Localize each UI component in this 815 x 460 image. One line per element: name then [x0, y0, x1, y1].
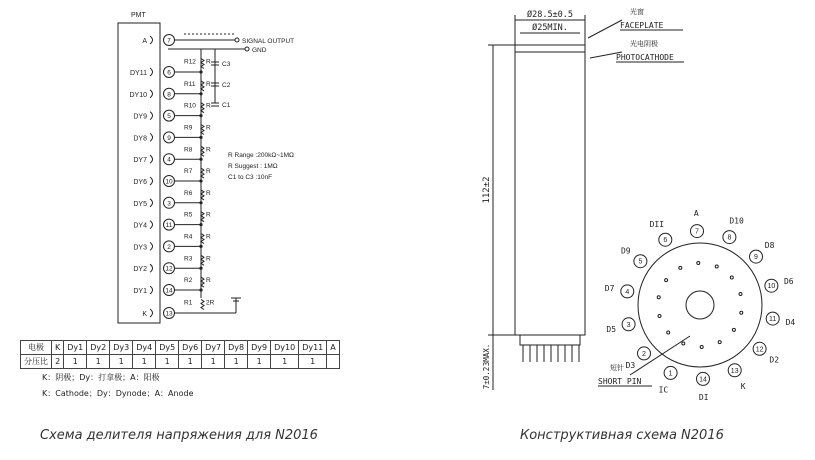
base-pin-number-1: 1	[668, 370, 673, 378]
table-ratio-row	[21, 355, 340, 369]
electrode-symbol-dy11	[150, 286, 153, 294]
inner-hole-13	[718, 341, 721, 344]
resistor-label-r6: R6	[184, 189, 193, 197]
electrode-symbol-dy4	[150, 133, 153, 141]
table-header-cell: Dy10	[271, 341, 299, 355]
pmt-label: PMT	[131, 12, 146, 19]
note-3: C1 to C3 :10nF	[228, 174, 273, 181]
inner-hole-9	[730, 276, 733, 279]
electrode-symbol-dy6	[150, 177, 153, 185]
legend-en: K：Cathode；Dy：Dynode；A：Anode	[42, 389, 194, 398]
faceplate-en: FACEPLATE	[620, 21, 664, 30]
electrode-symbol-dy3	[150, 112, 153, 120]
junction-5	[199, 158, 202, 161]
junction-6	[199, 179, 202, 182]
base-pin-number-9: 9	[754, 254, 758, 262]
inner-hole-4	[657, 296, 660, 299]
base-pin-number-14: 14	[699, 376, 707, 384]
base-center-hole	[686, 291, 714, 319]
table-row-label: 分压比	[21, 355, 52, 369]
dim-length-label: 112±2	[482, 176, 492, 204]
resistor-value-r8: R	[206, 146, 211, 154]
junction-3	[199, 114, 202, 117]
junction-9	[199, 245, 202, 248]
electrode-label-dy11: DY1	[133, 288, 147, 295]
electrode-label-dy6: DY6	[133, 179, 147, 186]
table-ratio-cell: 1	[87, 355, 110, 369]
base-pin-number-5: 5	[638, 258, 643, 266]
pin-number-dy7: 3	[167, 200, 171, 208]
capacitor-label-c3: C3	[222, 61, 231, 68]
resistor-value-r4: R	[206, 233, 211, 241]
construction-drawing	[482, 7, 795, 402]
table-ratio-cell: 2	[52, 355, 64, 369]
table-header-cell: Dy2	[87, 341, 110, 355]
base-pin-number-4: 4	[625, 288, 630, 296]
resistor-label-r9: R9	[184, 124, 193, 132]
table-header-cell: Dy6	[179, 341, 202, 355]
electrode-label-dy10: DY2	[133, 266, 147, 274]
table-header-cell: Dy9	[248, 341, 271, 355]
base-pin-number-6: 6	[663, 237, 668, 245]
base-pin-label-d4: D4	[785, 317, 796, 327]
note-2: R Suggest : 1MΩ	[228, 163, 278, 170]
pin-number-dy5: 4	[167, 156, 171, 164]
resistor-value-r3: R	[206, 255, 211, 263]
electrode-label-dy9: DY3	[133, 244, 147, 252]
resistor-label-r11: R11	[184, 80, 196, 88]
pin-number-dy10: 12	[165, 265, 173, 273]
pin-number-dy8: 11	[165, 222, 173, 230]
table-ratio-cell: 1	[202, 355, 225, 369]
electrode-symbol-dy7	[150, 199, 153, 207]
table-header-cell: Dy1	[64, 341, 87, 355]
resistor-label-r4: R4	[184, 233, 193, 241]
base-pin-label-d5: D5	[606, 325, 617, 334]
left-caption: Схема делителя напряжения для N2016	[40, 428, 318, 443]
table-ratio-cell: 1	[225, 355, 248, 369]
table-header-cell: Dy4	[133, 341, 156, 355]
table-header-cell: Dy11	[299, 341, 327, 355]
inner-hole-7	[697, 262, 700, 265]
pin-number-dy2: 8	[167, 91, 171, 99]
base-pin-label-d9: D9	[620, 246, 631, 256]
resistor-r1	[201, 300, 204, 310]
pin-number-dy11: 14	[165, 287, 173, 295]
resistor-label-r7: R7	[184, 168, 193, 176]
table-header-cell: Dy5	[156, 341, 179, 355]
table-ratio-cell-empty	[327, 355, 339, 369]
junction-4	[199, 136, 202, 139]
base-pin-label-d8: D8	[764, 240, 775, 250]
junction-8	[199, 223, 202, 226]
pin-number-cathode: 13	[165, 310, 173, 318]
resistor-value-r12: R	[206, 58, 211, 66]
base-pin-label-d6: D6	[783, 277, 794, 286]
capacitor-label-c2: C2	[222, 82, 231, 89]
note-1: R Range :200kΩ~1MΩ	[228, 152, 294, 159]
base-pin-number-11: 11	[769, 316, 777, 324]
photocathode-cn: 光电阴极	[630, 41, 658, 48]
base-pin-number-8: 8	[727, 234, 732, 242]
resistor-value-r1: 2R	[206, 299, 215, 307]
base-cap	[520, 335, 580, 345]
inner-hole-5	[665, 279, 668, 282]
electrode-label-dy4: DY8	[133, 135, 147, 143]
ratio-table	[20, 340, 340, 369]
resistor-label-r8: R8	[184, 146, 193, 154]
electrode-label-dy3: DY9	[133, 113, 147, 121]
table-header-cell: A	[327, 341, 339, 355]
pin-number-dy3: 5	[167, 113, 171, 121]
pin-number-dy1: 6	[167, 69, 171, 77]
table-ratio-cell: 1	[248, 355, 271, 369]
base-pin-number-2: 2	[642, 350, 646, 358]
electrode-symbol-dy2	[150, 90, 153, 98]
base-pin-number-3: 3	[626, 321, 631, 329]
base-pin-number-13: 13	[730, 367, 739, 375]
electrode-symbol-dy8	[150, 221, 153, 229]
resistor-label-r10: R10	[184, 102, 196, 110]
inner-hole-14	[700, 346, 703, 349]
short-pin-en: SHORT PIN	[598, 377, 642, 386]
gnd-label: GND	[252, 47, 267, 54]
base-pin-label-dii: DII	[649, 219, 665, 229]
pmt-body	[118, 23, 160, 323]
inner-hole-8	[715, 265, 718, 268]
electrode-label-dy2: DY10	[129, 91, 147, 99]
junction-11	[199, 288, 202, 291]
resistor-label-r2: R2	[184, 277, 193, 285]
pin-number-dy9: 2	[167, 243, 171, 251]
table-ratio-cell: 1	[299, 355, 327, 369]
resistor-value-r7: R	[206, 168, 211, 176]
pin-number-anode: 7	[167, 37, 171, 45]
dim-3max-label: 3MAX.	[482, 343, 491, 367]
resistor-value-r6: R	[206, 189, 211, 197]
base-pin-number-7: 7	[695, 228, 699, 236]
base-pin-label-d7: D7	[604, 284, 615, 294]
electrode-label-dy7: DY5	[133, 200, 147, 208]
pin-number-dy4: 9	[167, 134, 171, 142]
electrode-label-cathode: K	[142, 311, 147, 318]
electrode-label-anode: A	[142, 38, 147, 45]
inner-hole-12	[732, 328, 735, 331]
resistor-value-r11: R	[206, 80, 211, 88]
signal-terminal	[235, 38, 239, 42]
electrode-label-dy1: DY11	[130, 70, 147, 77]
dim-pin-label: 7±0.2	[482, 366, 491, 390]
voltage-divider-schematic	[118, 12, 294, 323]
junction-1	[199, 70, 202, 73]
junction-7	[199, 201, 202, 204]
table-header-cell: K	[52, 341, 64, 355]
right-caption: Конструктивная схема N2016	[520, 428, 724, 443]
table-header-row	[21, 341, 340, 355]
inner-hole-6	[679, 266, 682, 269]
faceplate-cn: 光窗	[630, 9, 644, 16]
table-ratio-cell: 1	[133, 355, 156, 369]
base-pin-label-di: DI	[698, 392, 709, 402]
base-outline	[638, 243, 762, 367]
resistor-label-r1: R1	[184, 299, 193, 307]
legend-cn: K：阴极；Dy：打拿极；A：阳极	[42, 373, 160, 382]
base-pin-label-d10: D10	[729, 216, 744, 226]
inner-hole-2	[667, 331, 670, 334]
base-pin-label-ic: IC	[658, 385, 669, 395]
table-ratio-cell: 1	[64, 355, 87, 369]
capacitor-label-c1: C1	[222, 102, 231, 109]
electrode-label-dy5: DY7	[133, 157, 147, 165]
table-ratio-cell: 1	[179, 355, 202, 369]
base-pin-number-10: 10	[767, 283, 776, 291]
base-pin-label-k: K	[740, 382, 746, 392]
base-pin-number-12: 12	[755, 346, 764, 354]
dim-outer-label: Ø28.5±0.5	[526, 10, 574, 20]
table-header-cell: Dy8	[225, 341, 248, 355]
electrode-symbol-anode	[150, 36, 153, 44]
electrode-symbol-dy10	[150, 264, 153, 272]
signal-output-label: SIGNAL OUTPUT	[242, 38, 295, 45]
inner-hole-11	[740, 311, 743, 314]
pin-number-dy6: 10	[165, 178, 173, 186]
table-header-cell: 电极	[21, 341, 52, 355]
electrode-label-dy8: DY4	[133, 222, 147, 230]
short-pin-cn: 短针	[610, 365, 624, 372]
photocathode-en: PHOTOCATHODE	[616, 53, 674, 62]
table-header-cell: Dy3	[110, 341, 133, 355]
table-ratio-cell: 1	[156, 355, 179, 369]
base-pin-label-d3: D3	[625, 361, 636, 371]
gnd-terminal	[245, 47, 249, 51]
table-ratio-cell: 1	[271, 355, 299, 369]
table-header-cell: Dy7	[202, 341, 225, 355]
tube-body	[515, 45, 585, 335]
resistor-value-r2: R	[206, 277, 211, 285]
junction-2	[199, 92, 202, 95]
inner-hole-3	[658, 315, 661, 318]
resistor-label-r3: R3	[184, 255, 193, 263]
junction-10	[199, 267, 202, 270]
electrode-symbol-cathode	[150, 309, 153, 317]
dim-inner-label: Ø25MIN.	[532, 23, 568, 33]
electrode-symbol-dy1	[150, 68, 153, 76]
table-ratio-cell: 1	[110, 355, 133, 369]
base-pin-label-d2: D2	[769, 355, 780, 365]
faceplate-leader	[588, 20, 622, 38]
resistor-value-r9: R	[206, 124, 211, 132]
inner-hole-10	[739, 293, 742, 296]
resistor-value-r10: R	[206, 102, 211, 110]
resistor-value-r5: R	[206, 211, 211, 219]
electrode-symbol-dy5	[150, 155, 153, 163]
inner-hole-1	[682, 342, 685, 345]
electrode-symbol-dy9	[150, 242, 153, 250]
resistor-label-r5: R5	[184, 211, 193, 219]
base-pin-label-a: A	[693, 209, 699, 219]
resistor-label-r12: R12	[184, 58, 196, 66]
